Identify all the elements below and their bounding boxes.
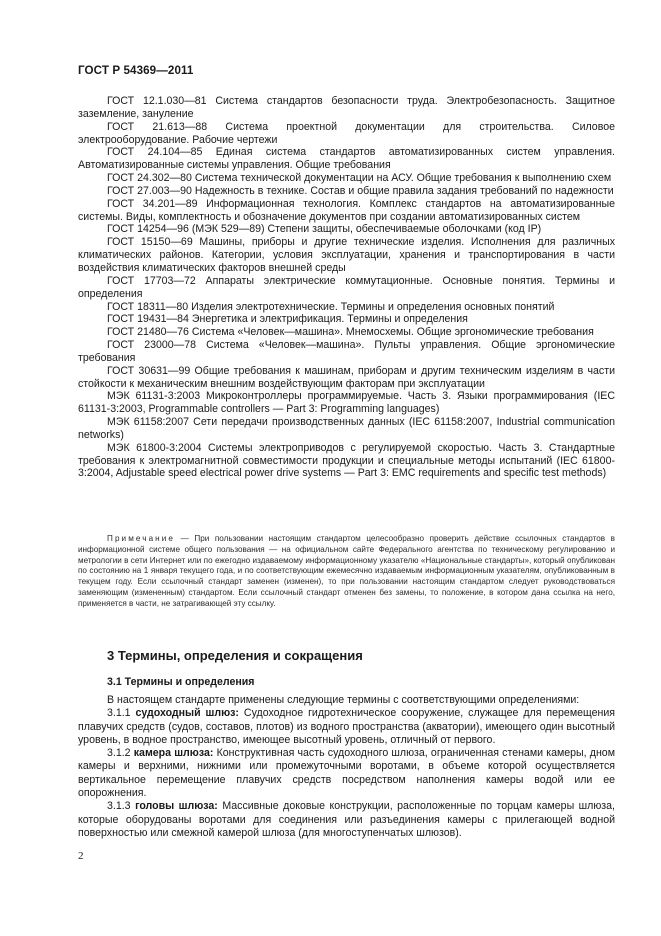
section-title: 3 Термины, определения и сокращения [107, 648, 363, 663]
reference-item: ГОСТ 18311—80 Изделия электротехнические. Термины и определения основных понятий [107, 300, 555, 313]
reference-item: ГОСТ 23000—78 Система «Человек—машина». Пульты управления. Общие эргономические требования [78, 339, 615, 364]
reference-item: ГОСТ 14254—96 (МЭК 529—89) Степени защиты, обеспечиваемые оболочками (код IP) [107, 223, 542, 236]
term-name: камера шлюза: [133, 747, 214, 760]
document-header: ГОСТ Р 54369—2011 [78, 64, 194, 77]
page-number: 2 [78, 850, 84, 862]
reference-item: МЭК 61800-3:2004 Системы электроприводов с регулируемой скоростью. Часть 3. Стандартные требования к электромагнитной совместимости продукции и специальные методы испытаний (IEC 61800-3:2004, Adjustable speed electrical power drive systems — Part 3: EMC requirements and specific test methods) [78, 441, 615, 480]
reference-item: МЭК 61131-3:2003 Микроконтроллеры программируемые. Часть 3. Языки программирования (IEC 61131-3:2003, Programmable controllers — Part 3: Programming languages) [78, 390, 615, 416]
reference-item: ГОСТ 27.003—90 Надежность в технике. Состав и общие правила задания требований по надежности [107, 184, 614, 197]
term-text: Судоходное гидротехническое сооружение, служащее для перемещения плавучих средств (судов, составов, плотов) из водного пространства (акватории), имеющего один высотный уровень, в водное пространство, имеющее высотный уровень, отличный от первого. [78, 707, 615, 746]
term-name: головы шлюза: [135, 800, 218, 813]
subsection-title: 3.1 Термины и определения [107, 676, 255, 688]
reference-item: ГОСТ 19431—84 Энергетика и электрификация. Термины и определения [107, 313, 468, 326]
term-number: 3.1.3 [107, 800, 131, 813]
normative-references [78, 95, 615, 480]
term-text: Конструктивная часть судоходного шлюза, ограниченная стенами камеры, дном камеры и верхними, нижними или промежуточными воротами, в объеме которой осуществляется вертикальное перемещение плавучих средств посредством наполнения камеры водой или ее опорожнения. [78, 747, 615, 800]
term-definition [78, 747, 615, 800]
reference-item: ГОСТ 12.1.030—81 Система стандартов безопасности труда. Электробезопасность. Защитное заземление, зануление [78, 95, 615, 120]
term-definition [78, 800, 615, 840]
reference-item: ГОСТ 21480—76 Система «Человек—машина». Мнемосхемы. Общие эргономические требования [107, 326, 594, 339]
term-number: 3.1.1 [107, 707, 131, 720]
reference-item: ГОСТ 17703—72 Аппараты электрические коммутационные. Основные понятия. Термины и определения [78, 274, 615, 300]
note-block [78, 534, 615, 609]
intro-paragraph: В настоящем стандарте применены следующие термины с соответствующими определениями: [107, 694, 580, 706]
reference-item: ГОСТ 24.104—85 Единая система стандартов автоматизированных систем управления. Автоматизированные системы управления. Общие требования [78, 146, 615, 172]
term-number: 3.1.2 [107, 747, 131, 760]
reference-item: ГОСТ 34.201—89 Информационная технология. Комплекс стандартов на автоматизированные системы. Виды, комплектность и обозначение документов при создании автоматизированных систем [78, 197, 615, 223]
reference-item: ГОСТ 24.302—80 Система технической документации на АСУ. Общие требования к выполнению схем [107, 172, 612, 185]
term-name: судоходный шлюз: [135, 707, 239, 720]
reference-item: ГОСТ 30631—99 Общие требования к машинам, приборам и другим техническим изделиям в части стойкости к механическим внешним воздействующим факторам при эксплуатации [78, 364, 615, 390]
section-body [78, 694, 615, 840]
reference-item: ГОСТ 15150—69 Машины, приборы и другие технические изделия. Исполнения для различных климатических районов. Категории, условия эксплуатации, хранения и транспортирования в части воздействия климатических факторов внешней среды [78, 236, 615, 274]
reference-item: МЭК 61158:2007 Сети передачи производственных данных (IEC 61158:2007, Industrial communication networks) [78, 416, 615, 441]
note-text: — При пользовании настоящим стандартом целесообразно проверить действие ссылочных стандартов в информационной системе общего пользования — на официальном сайте Федерального агентства по техническому регулированию и метрологии в сети Интернет или по ежегодно издаваемому информационному указателю «Национальные стандарты», который опубликован по состоянию на 1 января текущего года, и по соответствующим ежемесячно издаваемым информационным указателям, опубликованным в текущем году. Если ссылочный стандарт заменен (изменен), то при пользовании настоящим стандартом следует руководствоваться заменяющим (измененным) стандартом. Если ссылочный стандарт отменен без замены, то положение, в котором дана ссылка на него, применяется в части, не затрагивающей эту ссылку. [78, 534, 616, 608]
note-label: Примечание [107, 534, 176, 543]
reference-item: ГОСТ 21.613—88 Система проектной документации для строительства. Силовое электрооборудование. Рабочие чертежи [78, 120, 615, 146]
term-text: Массивные доковые конструкции, расположенные по торцам камеры шлюза, которые оборудованы воротами для соединения или разъединения камеры с прилегающей водной поверхностью или смежной камерой шлюза (для многоступенчатых шлюзов). [78, 800, 615, 839]
term-definition [78, 707, 615, 747]
note-paragraph [78, 534, 615, 609]
